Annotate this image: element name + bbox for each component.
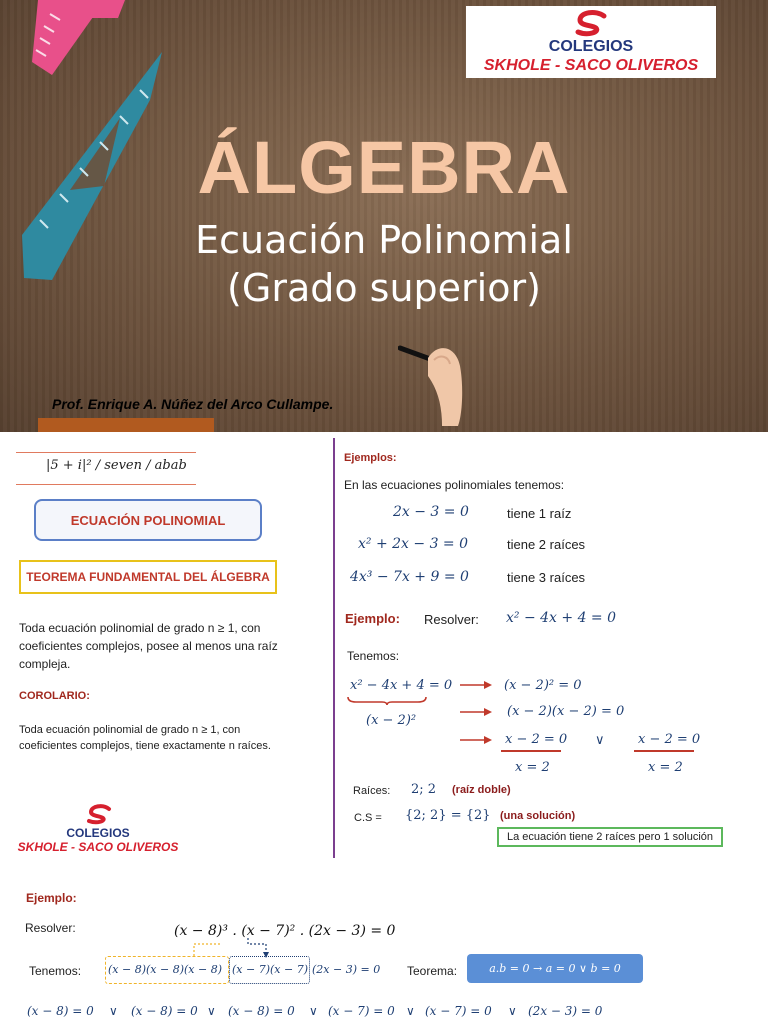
step3b: x − 2 = 0 — [638, 732, 701, 747]
logo-line1: COLEGIOS — [66, 826, 130, 840]
factor1: (x − 8) = 0 — [27, 1004, 94, 1018]
theorem-text — [19, 619, 278, 673]
roots-value: 2; 2 — [411, 782, 437, 797]
example-label: Ejemplo: — [26, 891, 77, 905]
step-factored: (x − 2)² — [366, 713, 417, 728]
header-formula: |5 + i|² / seven / abab — [46, 458, 187, 473]
theorem-text-line3: compleja. — [19, 657, 71, 671]
example-slide — [0, 864, 768, 1024]
step3a: x − 2 = 0 — [505, 732, 568, 747]
expanded-part3: (2x − 3) = 0 — [312, 963, 381, 976]
example-label: Ejemplo: — [345, 611, 400, 626]
theorem-text-line2: coeficientes complejos, posee al menos una raíz — [19, 639, 278, 653]
or-symbol-2: ∨ — [207, 1004, 216, 1018]
factor4: (x − 7) = 0 — [328, 1004, 395, 1018]
examples-title: Ejemplos: — [344, 452, 397, 464]
or-symbol-1: ∨ — [109, 1004, 118, 1018]
theorem-label: Teorema: — [407, 964, 458, 978]
corollary-line1: Toda ecuación polinomial de grado n ≥ 1, con — [19, 724, 241, 736]
arrow-right-icon — [460, 735, 492, 745]
column-divider — [333, 438, 335, 858]
hand-pen-icon — [398, 336, 478, 426]
example3-eq: 4x³ − 7x + 9 = 0 — [350, 569, 469, 585]
factor6: (2x − 3) = 0 — [528, 1004, 603, 1018]
tenemos-label: Tenemos: — [347, 649, 400, 663]
corollary-title: COROLARIO: — [19, 690, 90, 702]
subtitle-line2: (Grado superior) — [227, 266, 541, 310]
header-line-bottom — [16, 484, 196, 485]
cs-value: {2; 2} = {2} — [405, 808, 491, 823]
or-symbol-4: ∨ — [406, 1004, 415, 1018]
roots-note: (raíz doble) — [452, 784, 511, 796]
theorem-formula: a.b = 0 → a = 0 ∨ b = 0 — [489, 962, 621, 975]
or-symbol-5: ∨ — [508, 1004, 517, 1018]
example2-desc: tiene 2 raíces — [507, 537, 586, 552]
logo-swirl-icon — [574, 10, 608, 38]
theorem-formula-box — [467, 954, 643, 983]
solution-a: x = 2 — [515, 760, 550, 775]
professor-name: Prof. Enrique A. Núñez del Arco Cullampe. — [52, 396, 334, 412]
connector-arrows-icon — [190, 936, 280, 958]
header-line-top — [16, 452, 196, 453]
factor5: (x − 7) = 0 — [425, 1004, 492, 1018]
topic-box: ECUACIÓN POLINOMIAL — [34, 499, 262, 541]
resolver-label: Resolver: — [424, 612, 479, 627]
main-equation: (x − 8)³ . (x − 7)² . (2x − 3) = 0 — [174, 923, 396, 939]
subtitle-line1: Ecuación Polinomial — [195, 218, 573, 262]
step1: (x − 2)² = 0 — [504, 678, 582, 693]
arrow-right-icon — [460, 707, 492, 717]
resolver-label: Resolver: — [25, 921, 76, 935]
school-logo — [466, 6, 716, 78]
theorem-text-line1: Toda ecuación polinomial de grado n ≥ 1, con — [19, 621, 261, 635]
school-logo-small — [8, 804, 188, 854]
or-symbol: ∨ — [595, 733, 605, 748]
theorem-slide — [0, 432, 768, 864]
solution-b: x = 2 — [648, 760, 683, 775]
example2-eq: x² + 2x − 3 = 0 — [358, 536, 469, 552]
slide-title: ÁLGEBRA — [197, 126, 571, 209]
step3b-underline — [634, 750, 694, 752]
example3-desc: tiene 3 raíces — [507, 570, 586, 585]
underbrace-icon — [346, 695, 428, 705]
example1-desc: tiene 1 raíz — [507, 506, 572, 521]
factor2: (x − 8) = 0 — [131, 1004, 198, 1018]
examples-intro: En las ecuaciones polinomiales tenemos: — [344, 478, 565, 492]
resolver-eq: x² − 4x + 4 = 0 — [506, 610, 617, 626]
expanded-part2: (x − 7)(x − 7) — [232, 963, 308, 976]
factor3: (x − 8) = 0 — [228, 1004, 295, 1018]
orange-accent-bar — [38, 418, 214, 432]
step2: (x − 2)(x − 2) = 0 — [507, 704, 625, 719]
cs-note: (una solución) — [500, 810, 576, 822]
example1-eq: 2x − 3 = 0 — [393, 504, 469, 520]
step3a-underline — [501, 750, 561, 752]
logo-line2: SKHOLE - SACO OLIVEROS — [17, 840, 179, 854]
theorem-box: TEOREMA FUNDAMENTAL DEL ÁLGEBRA — [19, 560, 277, 594]
logo-line2: SKHOLE - SACO OLIVEROS — [483, 57, 699, 74]
title-slide — [0, 0, 768, 432]
corollary-text — [19, 722, 271, 754]
arrow-right-icon — [460, 680, 492, 690]
or-symbol-3: ∨ — [309, 1004, 318, 1018]
expanded-part1: (x − 8)(x − 8)(x − 8) — [108, 963, 222, 976]
tenemos-label: Tenemos: — [29, 964, 82, 978]
step-eq: x² − 4x + 4 = 0 — [350, 678, 453, 693]
conclusion-box: La ecuación tiene 2 raíces pero 1 solución — [497, 827, 723, 847]
logo-line1: COLEGIOS — [548, 38, 634, 55]
logo-swirl-icon — [86, 804, 112, 826]
corollary-line2: coeficientes complejos, tiene exactamente n raíces. — [19, 740, 271, 752]
roots-label: Raíces: — [353, 785, 391, 797]
cs-label: C.S = — [354, 812, 382, 824]
